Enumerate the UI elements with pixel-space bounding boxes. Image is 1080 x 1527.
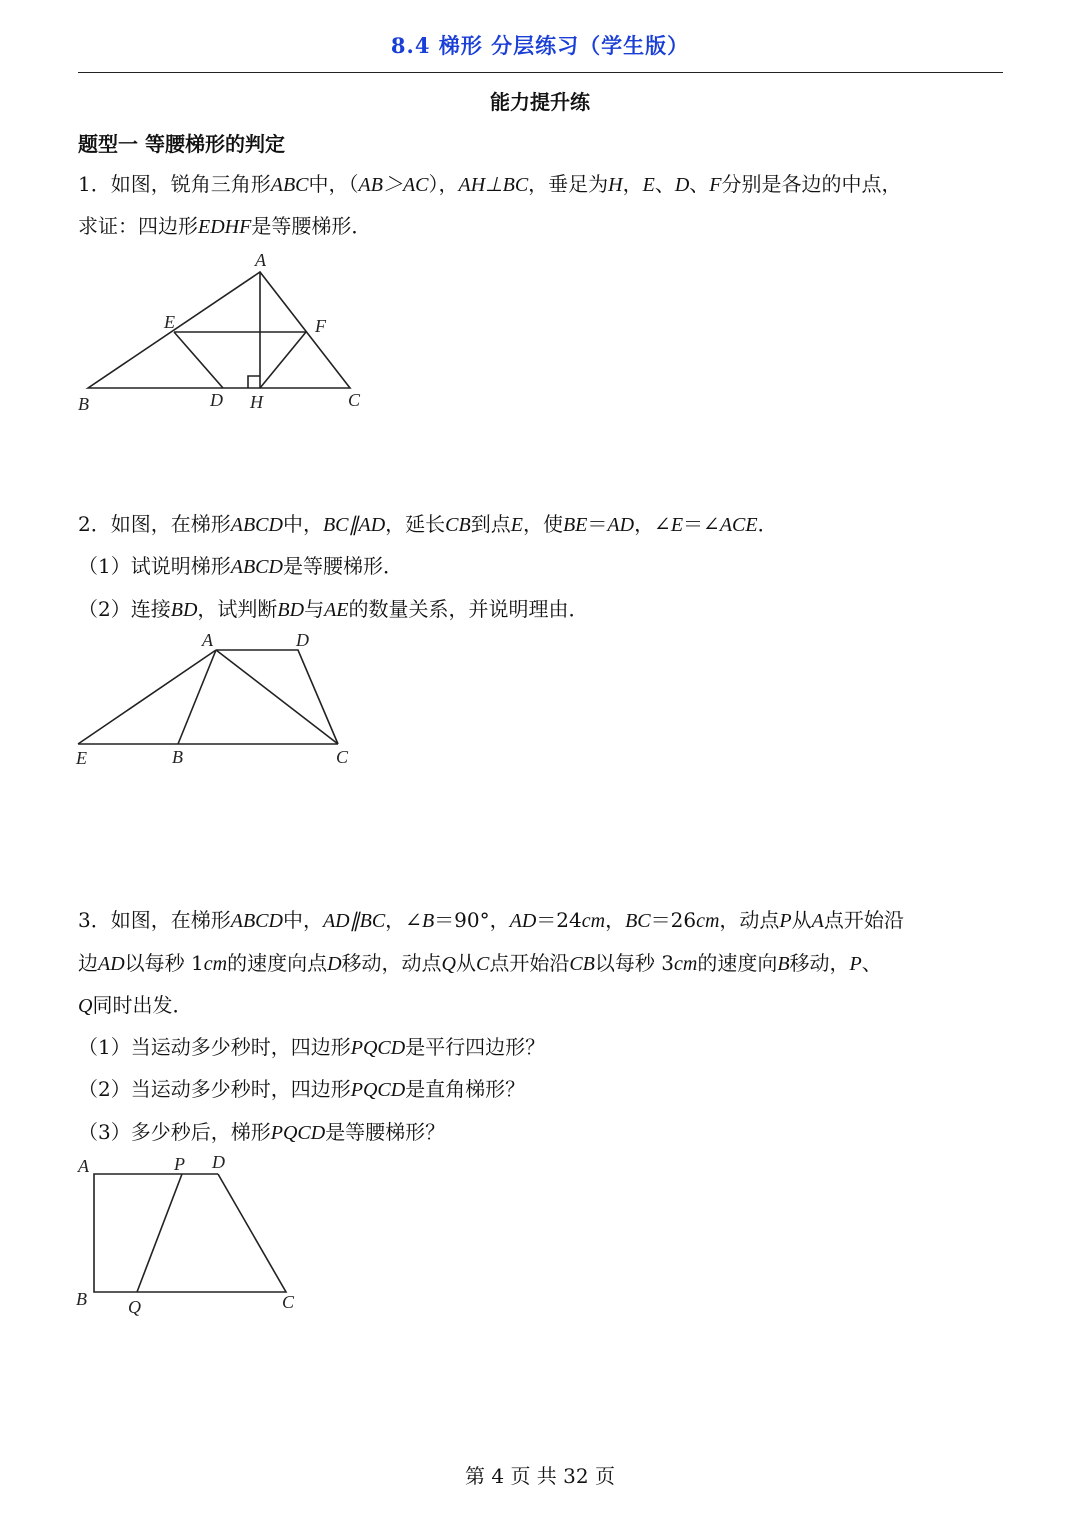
q3-sub2: （2）当运动多少秒时，四边形PQCD是直角梯形？ bbox=[78, 1077, 526, 1101]
q3-line1: 3．如图，在梯形ABCD中，AD∥BC，∠B＝90°，AD＝24cm，BC＝26cm，动点P从A点开始沿 bbox=[78, 908, 904, 932]
q1-right-angle-mark bbox=[248, 376, 260, 388]
q3-label-d: D bbox=[212, 1152, 225, 1172]
document-header-title: 8.4 梯形 分层练习（学生版） bbox=[390, 33, 690, 58]
q1-label-b: B bbox=[78, 394, 89, 414]
q2-sub1: （1）试说明梯形ABCD是等腰梯形． bbox=[78, 554, 403, 578]
q2-sub2: （2）连接BD，试判断BD与AE的数量关系，并说明理由． bbox=[78, 597, 589, 621]
q2-label-c: C bbox=[336, 747, 349, 767]
q1-line2: 求证：四边形EDHF是等腰梯形． bbox=[78, 214, 372, 238]
q1-label-c: C bbox=[348, 390, 361, 410]
q3-label-c: C bbox=[282, 1292, 295, 1312]
q1-segment-ed bbox=[174, 332, 223, 388]
q3-figure bbox=[70, 1150, 320, 1320]
q1-triangle-abc bbox=[88, 272, 350, 388]
q1-label-e: E bbox=[164, 312, 175, 332]
q1-label-d: D bbox=[210, 390, 223, 410]
q3-segment-pq bbox=[137, 1174, 182, 1292]
q3-label-b: B bbox=[76, 1289, 87, 1309]
q1-label-f: F bbox=[315, 316, 326, 336]
q2-line1: 2．如图，在梯形ABCD中，BC∥AD，延长CB到点E，使BE＝AD，∠E＝∠ACE． bbox=[78, 512, 778, 536]
q2-segment-ac bbox=[216, 650, 338, 744]
q1-label-h: H bbox=[250, 392, 263, 412]
page-number-footer: 第 4 页 共 32 页 bbox=[465, 1464, 615, 1488]
q2-label-d: D bbox=[296, 630, 309, 650]
q3-label-p: P bbox=[174, 1154, 185, 1174]
q2-segment-ea bbox=[78, 650, 216, 744]
q1-label-a: A bbox=[255, 250, 266, 270]
q3-line3: Q同时出发． bbox=[78, 993, 193, 1017]
q3-label-a: A bbox=[78, 1156, 89, 1176]
question-type-heading: 题型一 等腰梯形的判定 bbox=[78, 132, 285, 156]
q3-sub3: （3）多少秒后，梯形PQCD是等腰梯形？ bbox=[78, 1120, 446, 1144]
q2-label-a: A bbox=[202, 630, 213, 650]
header-rule bbox=[78, 72, 1003, 73]
q3-label-q: Q bbox=[128, 1297, 141, 1317]
q1-figure bbox=[70, 248, 380, 418]
q1-segment-fh bbox=[260, 332, 306, 388]
q2-label-e: E bbox=[76, 748, 87, 768]
q1-line1: 1．如图，锐角三角形ABC中，（AB＞AC），AH⊥BC，垂足为H，E、D、F分别是各边的中点， bbox=[78, 172, 902, 196]
q3-line2: 边AD以每秒 1cm的速度向点D移动，动点Q从C点开始沿CB以每秒 3cm的速度向B移动，P、 bbox=[78, 951, 882, 975]
q2-figure bbox=[70, 628, 370, 773]
section-title: 能力提升练 bbox=[490, 90, 590, 114]
q3-sub1: （1）当运动多少秒时，四边形PQCD是平行四边形？ bbox=[78, 1035, 546, 1059]
q3-trapezoid-abcd bbox=[94, 1174, 286, 1292]
q2-label-b: B bbox=[172, 747, 183, 767]
q2-segment-ba bbox=[178, 650, 216, 744]
